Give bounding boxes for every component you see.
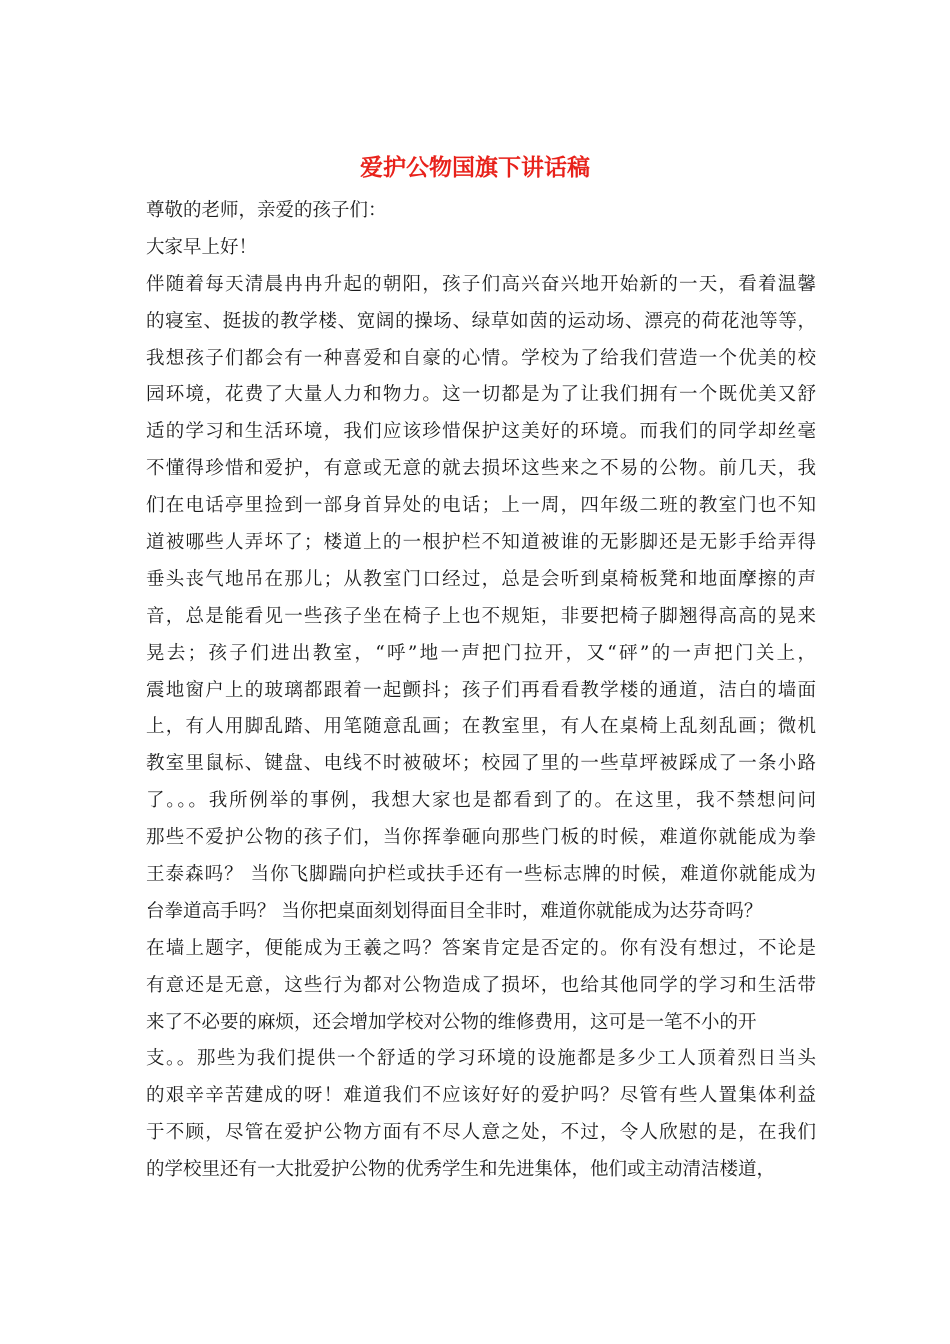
body-line: 王泰森吗？ 当你飞脚踹向护栏或扶手还有一些标志牌的时候，难道你就能成为 — [146, 864, 816, 886]
body-line: 在墙上题字，便能成为王羲之吗？答案肯定是否定的。你有没有想过，不论是 — [146, 937, 816, 959]
body-line: 园环境，花费了大量人力和物力。这一切都是为了让我们拥有一个既优美又舒 — [146, 384, 816, 406]
body-line: 教室里鼠标、键盘、电线不时被破坏；校园了里的一些草坪被踩成了一条小路 — [146, 753, 816, 775]
body-line: 道被哪些人弄坏了；楼道上的一根护栏不知道被谁的无影脚还是无影手给弄得 — [146, 532, 816, 554]
body-line: 的寝室、挺拔的教学楼、宽阔的操场、绿草如茵的运动场、漂亮的荷花池等等， — [146, 310, 816, 332]
body-line: 于不顾，尽管在爱护公物方面有不尽人意之处，不过，令人欣慰的是，在我们 — [146, 1122, 816, 1144]
body-line: 们在电话亭里捡到一部身首异处的电话；上一周，四年级二班的教室门也不知 — [146, 495, 816, 517]
body-line: 尊敬的老师，亲爱的孩子们： — [146, 200, 387, 221]
body-line: 的学校里还有一大批爱护公物的优秀学生和先进集体，他们或主动清洁楼道， — [146, 1159, 776, 1181]
body-line: 来了不必要的麻烦，还会增加学校对公物的维修费用，这可是一笔不小的开 — [146, 1011, 757, 1033]
body-line: 支。。那些为我们提供一个舒适的学习环境的设施都是多少工人顶着烈日当头 — [146, 1048, 816, 1070]
document-body — [146, 193, 816, 1189]
body-line: 了。。。我所例举的事例，我想大家也是都看到了的。在这里，我不禁想问问 — [146, 790, 816, 812]
body-line: 不懂得珍惜和爱护，有意或无意的就去损坏这些来之不易的公物。前几天，我 — [146, 458, 816, 480]
body-line: 的艰辛辛苦建成的呀！难道我们不应该好好的爱护吗？尽管有些人置集体利益 — [146, 1085, 816, 1107]
body-line: 音，总是能看见一些孩子坐在椅子上也不规矩，非要把椅子脚翘得高高的晃来 — [146, 605, 816, 627]
document-title: 爱护公物国旗下讲话稿 — [360, 155, 590, 181]
body-line: 伴随着每天清晨冉冉升起的朝阳，孩子们高兴奋兴地开始新的一天，看着温馨 — [146, 273, 816, 295]
body-line: 晃去；孩子们进出教室，“呼”地一声把门拉开，又“砰”的一声把门关上， — [146, 642, 816, 664]
body-line: 我想孩子们都会有一种喜爱和自豪的心情。学校为了给我们营造一个优美的校 — [146, 347, 816, 369]
body-line: 大家早上好！ — [146, 236, 258, 258]
body-line: 适的学习和生活环境，我们应该珍惜保护这美好的环境。而我们的同学却丝毫 — [146, 421, 816, 443]
body-line: 那些不爱护公物的孩子们，当你挥拳砸向那些门板的时候，难道你就能成为拳 — [146, 827, 816, 849]
body-line: 台拳道高手吗？ 当你把桌面刻划得面目全非时，难道你就能成为达芬奇吗？ — [146, 900, 763, 922]
body-line: 垂头丧气地吊在那儿；从教室门口经过，总是会听到桌椅板凳和地面摩擦的声 — [146, 568, 816, 590]
body-line: 上，有人用脚乱踏、用笔随意乱画；在教室里，有人在桌椅上乱刻乱画；微机 — [146, 716, 816, 738]
body-line: 有意还是无意，这些行为都对公物造成了损坏，也给其他同学的学习和生活带 — [146, 974, 816, 996]
body-line: 震地窗户上的玻璃都跟着一起颤抖；孩子们再看看教学楼的通道，洁白的墙面 — [146, 679, 816, 701]
